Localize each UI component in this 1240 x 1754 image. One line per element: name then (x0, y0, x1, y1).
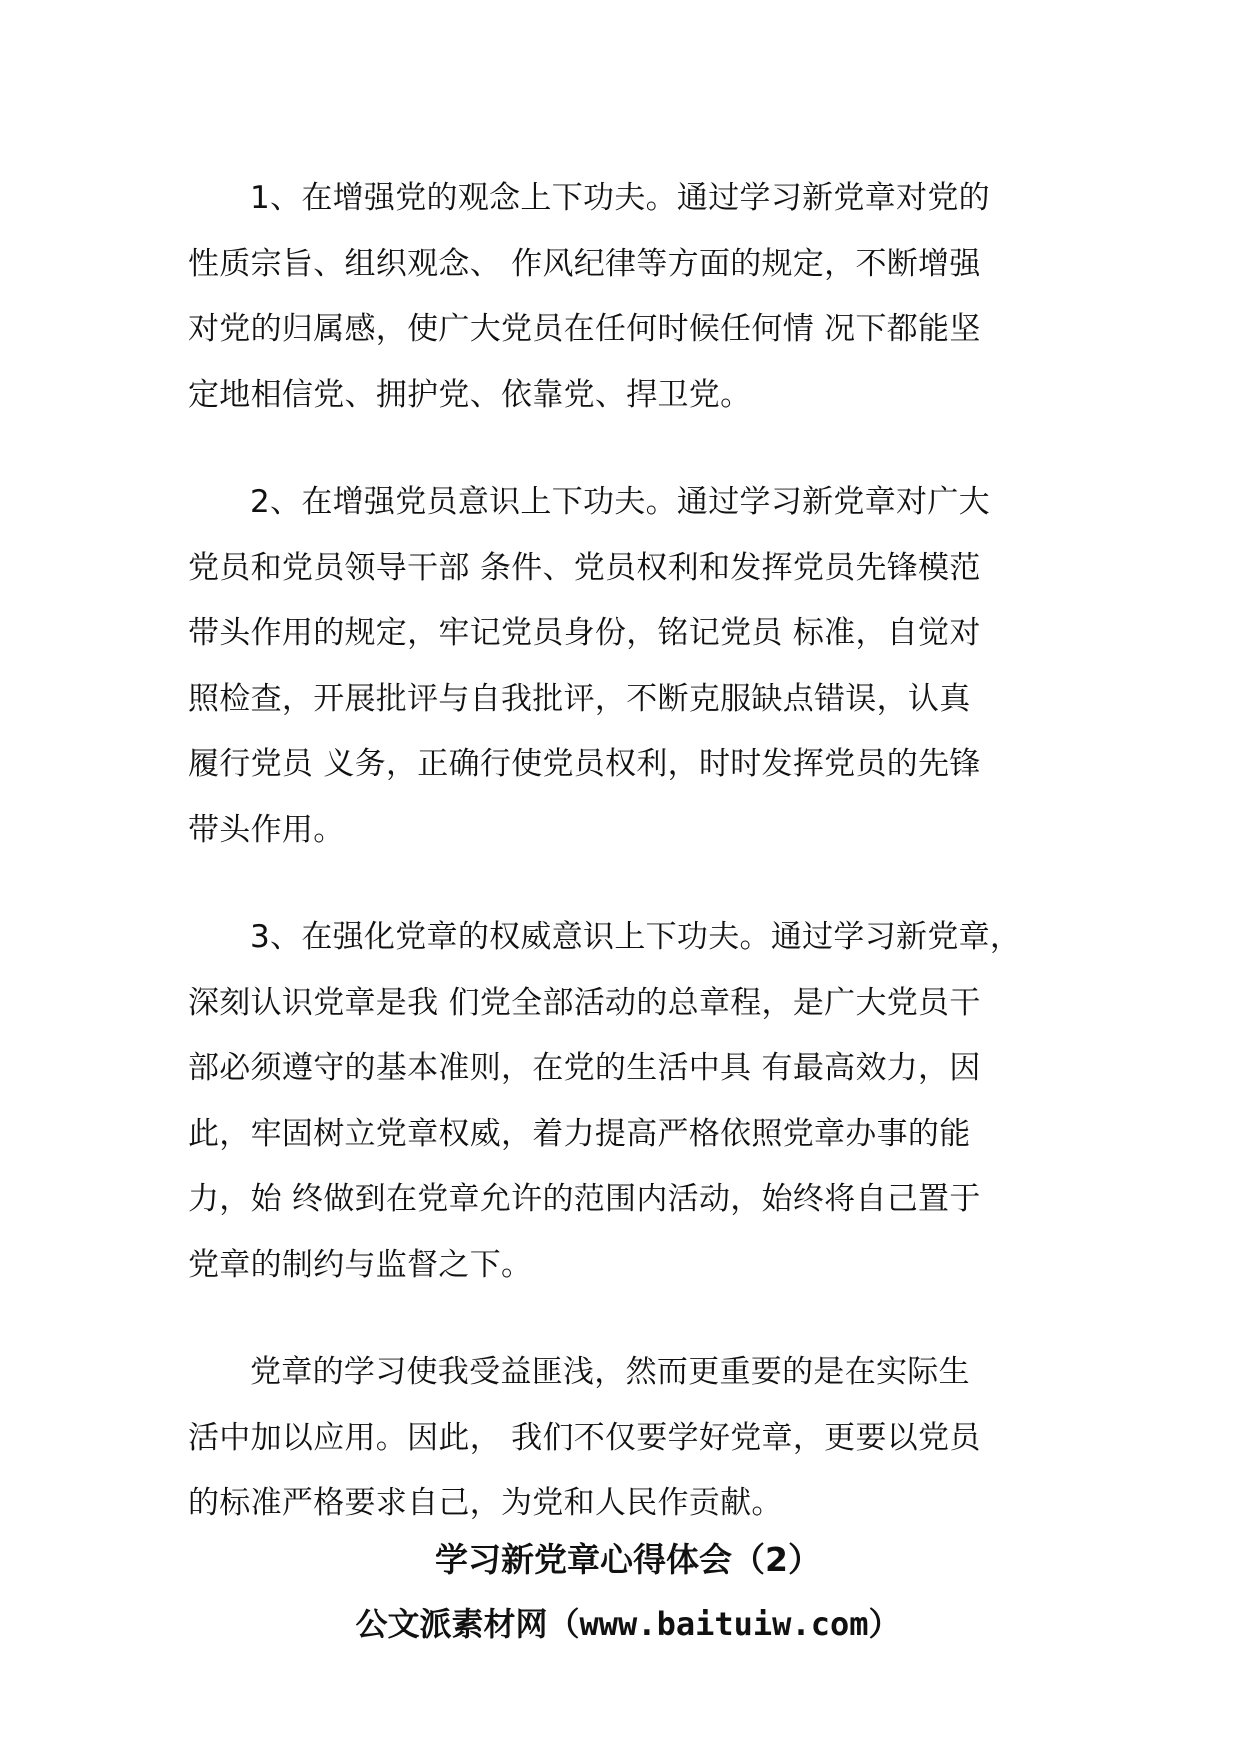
paragraph-line: 带头作用。 (188, 811, 345, 848)
section-heading: 学习新党章心得体会（2） (435, 1540, 821, 1579)
paragraph-2 (188, 470, 1068, 863)
paragraph-line: 部必须遵守的基本准则，在党的生活中具 有最高效力，因 (188, 1050, 981, 1086)
source-url: www.baituiw.com (579, 1605, 869, 1643)
paragraph-line: 力，始 终做到在党章允许的范围内活动，始终将自己置于 (188, 1181, 981, 1217)
paragraph-line: 的标准严格要求自己，为党和人民作贡献。 (188, 1485, 783, 1521)
document-body (188, 166, 1068, 1579)
paragraph-line: 履行党员 义务，正确行使党员权利，时时发挥党员的先锋 (188, 746, 981, 782)
paragraph-3 (188, 905, 1068, 1298)
paragraph-line: 此，牢固树立党章权威，着力提高严格依照党章办事的能 (188, 1115, 971, 1152)
paragraph-line: 1、在增强党的观念上下功夫。通过学习新党章对党的 (250, 180, 990, 216)
paragraph-line: 照检查，开展批评与自我批评，不断克服缺点错误，认真 (188, 680, 971, 717)
paragraph-line: 活中加以应用。因此， 我们不仅要学好党章，更要以党员 (188, 1419, 981, 1456)
paragraph-line: 党章的学习使我受益匪浅，然而更重要的是在实际生 (250, 1354, 970, 1390)
paragraph-1 (188, 166, 1068, 428)
paragraph-line: 党员和党员领导干部 条件、党员权利和发挥党员先锋模范 (188, 549, 981, 586)
paragraph-line: 定地相信党、拥护党、依靠党、捍卫党。 (188, 376, 752, 413)
paragraph-4 (188, 1340, 1068, 1537)
paragraph-line: 3、在强化党章的权威意识上下功夫。通过学习新党章， (250, 919, 1022, 955)
paragraph-line: 性质宗旨、组织观念、 作风纪律等方面的规定，不断增强 (188, 245, 981, 282)
paragraph-line: 对党的归属感，使广大党员在任何时候任何情 况下都能坚 (188, 311, 981, 347)
paragraph-line: 深刻认识党章是我 们党全部活动的总章程，是广大党员干 (188, 984, 981, 1021)
source-prefix: 公文派素材网（ (355, 1605, 580, 1643)
paragraph-line: 2、在增强党员意识上下功夫。通过学习新党章对广大 (250, 484, 990, 520)
paragraph-line: 党章的制约与监督之下。 (188, 1246, 533, 1283)
source-line (188, 1602, 1068, 1646)
paragraph-line: 带头作用的规定，牢记党员身份，铭记党员 标准，自觉对 (188, 615, 981, 651)
source-suffix: ） (868, 1605, 901, 1643)
